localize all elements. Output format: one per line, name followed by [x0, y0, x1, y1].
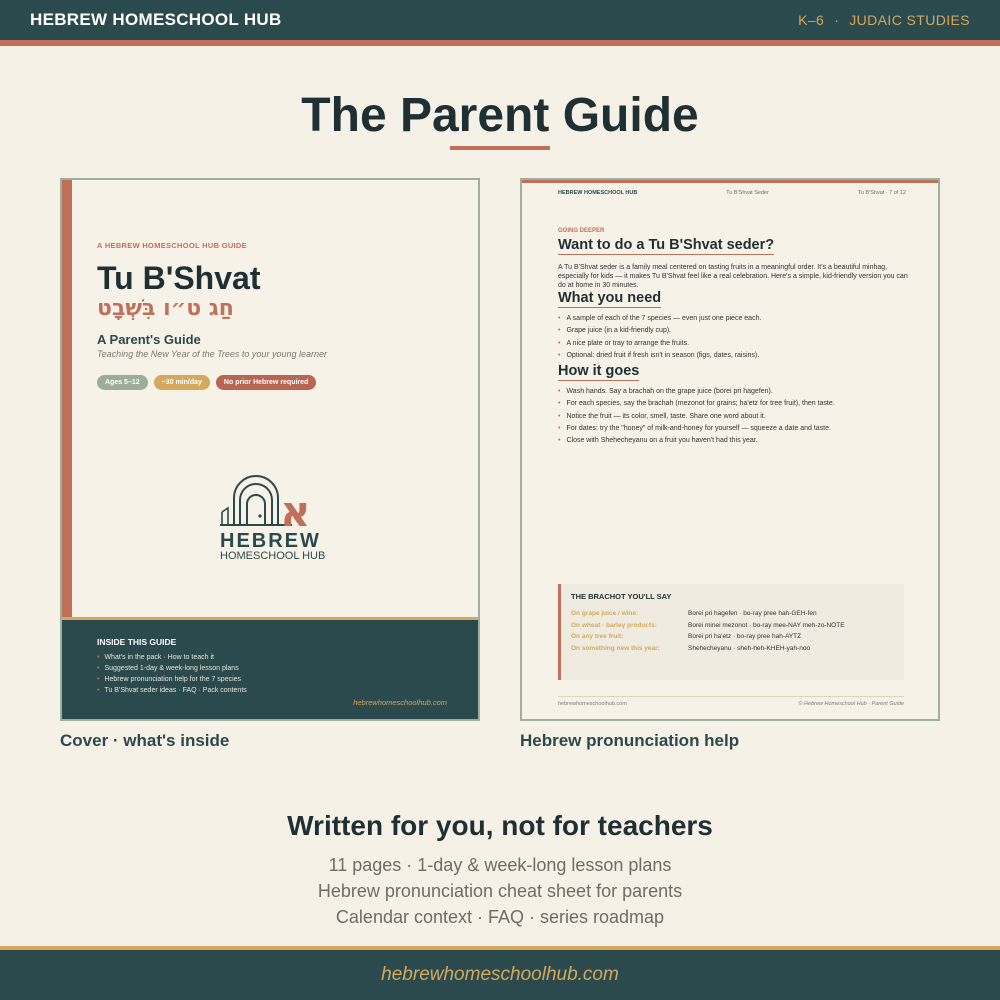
brachot-box	[558, 584, 904, 680]
page-header	[558, 190, 906, 196]
brachah-row	[571, 620, 894, 632]
brachot-title: THE BRACHOT YOU'LL SAY	[571, 592, 672, 601]
age-pill: Ages 5–12	[97, 375, 148, 390]
section-title: Written for you, not for teachers	[287, 810, 713, 841]
page-footer	[558, 696, 904, 707]
grade-range: K–6	[798, 12, 825, 28]
logo-aleph: א	[280, 487, 311, 536]
cover-tagline: Teaching the New Year of the Trees to your young learner	[97, 349, 327, 359]
inside-title: INSIDE THIS GUIDE	[97, 637, 177, 647]
page-number: Tu B'Shvat · 7 of 12	[857, 190, 906, 196]
time-pill: ~30 min/day	[154, 375, 210, 390]
page-title: The Parent Guide	[301, 89, 699, 142]
website-link[interactable]: hebrewhomeschoolhub.com	[381, 964, 619, 985]
cover-title: Tu B'Shvat	[97, 260, 261, 296]
brachah-row	[571, 643, 894, 655]
list-item: • Hebrew pronunciation help for the 7 species	[97, 674, 247, 685]
brachah-occasion: On any tree fruit:	[571, 633, 624, 640]
list-item: • Suggested 1-day & week-long lesson plans	[97, 663, 247, 674]
top-bar	[0, 0, 1000, 40]
cover-preview	[60, 178, 480, 721]
brachah-row	[571, 631, 894, 643]
hebrew-pill: No prior Hebrew required	[216, 375, 316, 390]
brachah-text: Borei pri ha'etz · bo-ray pree hah-AYTZ	[688, 633, 802, 640]
inner-page-preview	[520, 178, 940, 721]
list-item: • Grape juice (in a kid-friendly cup).	[558, 325, 908, 337]
list-item: • Optional: dried fruit if fresh isn't in season (figs, dates, raisins).	[558, 350, 908, 362]
brachah-row	[571, 608, 894, 620]
cover-pills	[97, 375, 316, 390]
feature-line: Hebrew pronunciation cheat sheet for parents	[317, 881, 683, 901]
logo-wordmark: HEBREW	[220, 530, 321, 552]
list-item: • Close with Shehecheyanu on a fruit you haven't had this year.	[558, 435, 908, 447]
subject-label: JUDAIC STUDIES	[849, 12, 970, 28]
section-kicker: GOING DEEPER	[558, 228, 605, 234]
list-item: • Notice the fruit — its color, smell, taste. Share one word about it.	[558, 411, 908, 423]
logo-subtitle: HOMESCHOOL HUB	[220, 550, 326, 562]
seder-heading: Want to do a Tu B'Shvat seder?	[558, 237, 775, 253]
list-item: • For dates: try the "honey" of milk-and-honey for yourself — squeeze a date and taste.	[558, 423, 908, 435]
brachah-text: Shehecheyanu · sheh-heh-KHEH-yah-noo	[688, 644, 811, 652]
cover-stripe	[62, 180, 72, 620]
bottom-bar	[0, 950, 1000, 1000]
footer-copyright: © Hebrew Homeschool Hub · Parent Guide	[798, 701, 904, 707]
page-top-line	[522, 180, 940, 183]
inside-panel	[62, 617, 480, 721]
inside-list	[97, 652, 247, 696]
cover-subtitle: A Parent's Guide	[97, 332, 201, 347]
page-header-topic: Tu B'Shvat Seder	[726, 190, 769, 196]
need-list	[558, 313, 908, 362]
header-meta	[798, 12, 970, 28]
footer-url: hebrewhomeschoolhub.com	[558, 701, 627, 707]
cover-kicker: A HEBREW HOMESCHOOL HUB GUIDE	[97, 241, 247, 250]
cover-url: hebrewhomeschoolhub.com	[353, 698, 447, 707]
brachah-text: Borei pri hagefen · bo-ray pree hah-GEH-fen	[688, 610, 817, 617]
top-accent-line	[0, 40, 1000, 46]
feature-line: Calendar context · FAQ · series roadmap	[335, 907, 665, 927]
brachah-occasion: On something new this year:	[571, 644, 660, 652]
seder-intro: A Tu B'Shvat seder is a family meal centered on tasting fruits in a meaningful order. It's a beautiful minhag, especially for kids — it makes Tu B'Shvat feel like a real celebration. Here's a simple, kid-friendly version you can do at home in 30 minutes.	[558, 264, 908, 290]
what-you-need-heading: What you need	[558, 290, 662, 306]
brachah-occasion: On grape juice / wine:	[571, 610, 639, 617]
steps-list	[558, 386, 908, 447]
list-item: • For each species, say the brachah (mezonot for grains; ha'etz for tree fruit), then taste.	[558, 398, 908, 410]
list-item: • What's in the pack · How to teach it	[97, 652, 247, 663]
brachah-occasion: On wheat · barley products:	[571, 621, 657, 629]
meta-separator: ·	[834, 12, 840, 28]
cover-caption: Cover · what's inside	[60, 731, 230, 750]
brand-name: HEBREW HOMESCHOOL HUB	[30, 10, 282, 29]
list-item: • Tu B'Shvat seder ideas · FAQ · Pack contents	[97, 685, 247, 696]
list-item: • A sample of each of the 7 species — even just one piece each.	[558, 313, 908, 325]
inner-caption: Hebrew pronunciation help	[520, 731, 740, 750]
page-header-brand: HEBREW HOMESCHOOL HUB	[558, 190, 638, 196]
list-item: • A nice plate or tray to arrange the fruits.	[558, 338, 908, 350]
cover-hebrew-title: חַג ט״ו בִּשְׁבָט	[97, 296, 234, 321]
list-item: • Wash hands. Say a brachah on the grape juice (borei pri hagefen).	[558, 386, 908, 398]
feature-line: 11 pages · 1-day & week-long lesson plans	[328, 855, 672, 875]
how-it-goes-heading: How it goes	[558, 363, 640, 379]
title-underline	[450, 146, 550, 150]
brachah-text: Borei minei mezonot · bo-ray mee-NAY meh-zo-NOTE	[688, 621, 845, 629]
